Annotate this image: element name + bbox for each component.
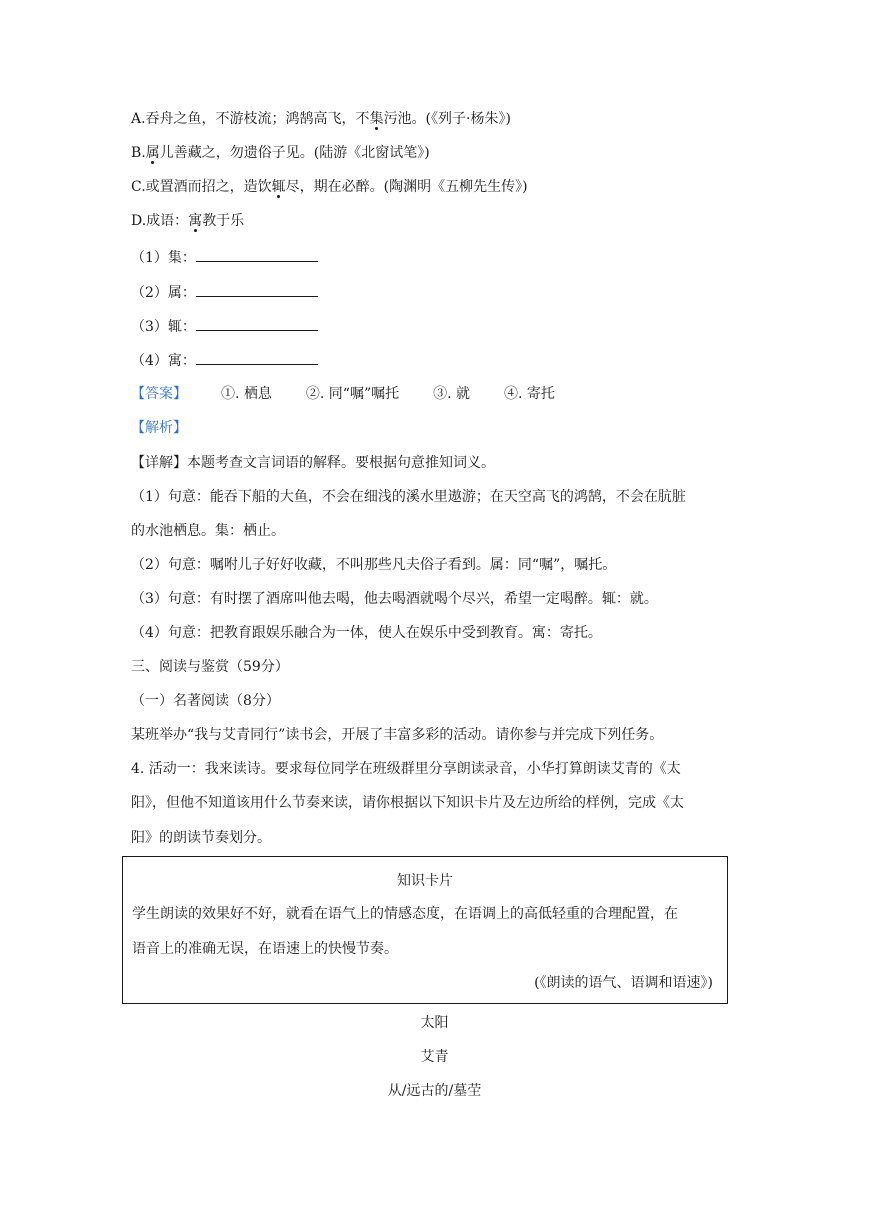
poem-title: 太阳: [420, 1015, 449, 1031]
blank-item-1: （1）集：: [131, 247, 318, 268]
section-heading: 三、阅读与鉴赏（59分）: [131, 659, 289, 675]
answer-blank[interactable]: [196, 247, 318, 262]
blank-item-4: （4）寓：: [131, 350, 318, 371]
answer-item: ①. 栖息: [221, 386, 272, 402]
answer-item: ③. 就: [433, 386, 471, 402]
emphasis-char: 属: [145, 145, 160, 161]
answer-label: 【答案】: [131, 386, 187, 402]
option-a: A.吞舟之鱼，不游枝流；鸿鹄高飞，不集污池。(《列子·杨朱》): [131, 111, 511, 127]
analysis-line: 的水池栖息。集：栖止。: [131, 523, 285, 539]
answer-blank[interactable]: [196, 282, 318, 297]
answer-item: ②. 同“嘱”嘱托: [305, 386, 400, 402]
card-source: (《朗读的语气、语调和语速》): [534, 975, 713, 991]
poem-author: 艾青: [420, 1049, 449, 1065]
knowledge-card: [122, 856, 728, 1004]
answer-blank[interactable]: [196, 316, 318, 331]
emphasis-char: 寓: [188, 213, 203, 229]
answer-blank[interactable]: [196, 350, 318, 365]
subsection-heading: （一）名著阅读（8分）: [131, 693, 280, 709]
answer-item: ④. 寄托: [504, 386, 555, 402]
option-b: B.属儿善藏之，勿遗俗子见。(陆游《北窗试笔》): [131, 145, 430, 161]
emphasis-char: 辄: [271, 179, 286, 195]
card-title: 知识卡片: [397, 873, 453, 889]
intro-text: 某班举办“我与艾青同行”读书会，开展了丰富多彩的活动。请你参与并完成下列任务。: [131, 727, 664, 743]
blank-item-2: （2）属：: [131, 282, 318, 303]
option-c: C.或置酒而招之，造饮辄尽，期在必醉。(陶渊明《五柳先生传》): [131, 179, 528, 195]
answer-line: [131, 384, 555, 404]
blank-item-3: （3）辄：: [131, 316, 318, 337]
option-d: D.成语：寓教于乐: [131, 213, 245, 229]
card-text: 学生朗读的效果好不好，就看在语气上的情感态度，在语调上的高低轻重的合理配置，在: [132, 906, 678, 922]
question-4-line: 4. 活动一：我来读诗。要求每位同学在班级群里分享朗读录音，小华打算朗读艾青的《太: [131, 761, 681, 777]
analysis-line: 【详解】本题考查文言词语的解释。要根据句意推知词义。: [131, 455, 495, 471]
analysis-line: （2）句意：嘱咐儿子好好收藏，不叫那些凡夫俗子看到。属：同“嘱”，嘱托。: [131, 557, 617, 573]
card-text: 语音上的准确无误，在语速上的快慢节奏。: [132, 941, 398, 957]
analysis-line: （4）句意：把教育跟娱乐融合为一体，使人在娱乐中受到教育。寓：寄托。: [131, 625, 602, 641]
analysis-label: 【解析】: [131, 420, 187, 436]
poem-line: 从/远古的/墓茔: [387, 1083, 482, 1099]
question-4-line: 阳》的朗读节奏划分。: [131, 830, 271, 846]
emphasis-char: 集: [369, 111, 384, 127]
analysis-line: （3）句意：有时摆了酒席叫他去喝，他去喝酒就喝个尽兴，希望一定喝醉。辄：就。: [131, 591, 658, 607]
analysis-line: （1）句意：能吞下船的大鱼，不会在细浅的溪水里遨游；在天空高飞的鸿鹄，不会在肮脏: [131, 489, 686, 505]
question-4-line: 阳》，但他不知道该用什么节奏来读，请你根据以下知识卡片及左边所给的样例，完成《太: [131, 795, 684, 811]
